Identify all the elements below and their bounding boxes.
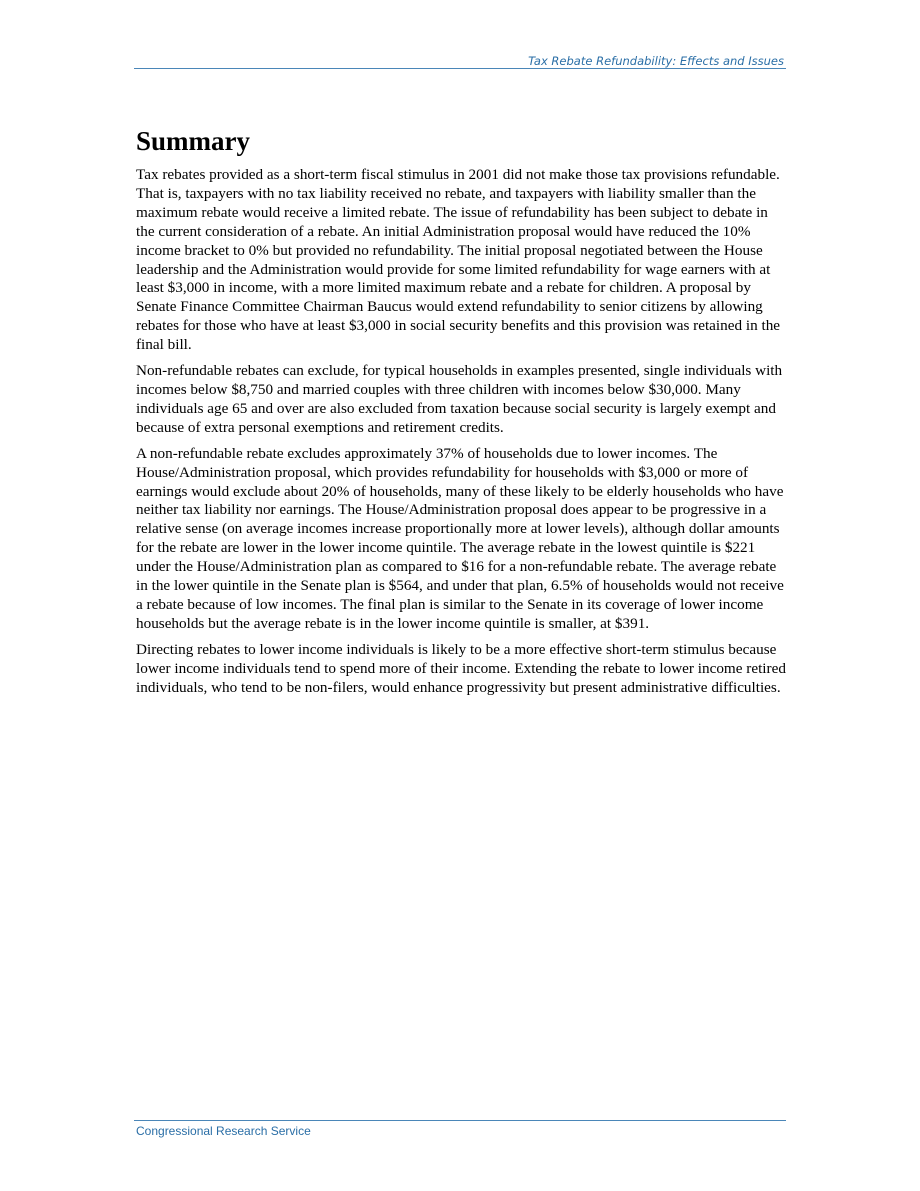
footer-organization: Congressional Research Service xyxy=(136,1124,311,1138)
summary-paragraph-2: Non-refundable rebates can exclude, for typical households in examples presented, single individuals with incomes below $8,750 and married couples with three children with incomes below $30,000. Many individuals age 65 and over are also excluded from taxation because social security is largely exempt and because of extra personal exemptions and retirement credits. xyxy=(136,362,783,436)
summary-paragraph-3: A non-refundable rebate excludes approximately 37% of households due to lower incomes. The House/Administration proposal, which provides refundability for households with $3,000 or more of earnings would exclude about 20% of households, many of these likely to be elderly households who have neither tax liability nor earnings. The House/Administration proposal does appear to be progressive in a relative sense (on average incomes increase proportionally more at lower levels), although dollar amounts for the rebate are lower in the lower income quintile. The average rebate in the lowest quintile is $221 under the House/Administration plan as compared to $16 for a non-refundable rebate. The average rebate in the lower quintile in the Senate plan is $564, and under that plan, 6.5% of households would not receive a rebate because of low incomes. The final plan is similar to the Senate in its coverage of lower income households but the average rebate is in the lower income quintile is smaller, at $391. xyxy=(136,444,784,632)
summary-paragraph-1: Tax rebates provided as a short-term fiscal stimulus in 2001 did not make those tax provisions refundable. That is, taxpayers with no tax liability received no rebate, and taxpayers with liability smaller than the maximum rebate would receive a limited rebate. The issue of refundability has been subject to debate in the current consideration of a rebate. An initial Administration proposal would have reduced the 10% income bracket to 0% but provided no refundability. The initial proposal negotiated between the House leadership and the Administration would provide for some limited refundability for wage earners with at least $3,000 in income, with a more limited maximum rebate and a rebate for children. A proposal by Senate Finance Committee Chairman Baucus would extend refundability to senior citizens by allowing rebates for those who have at least $3,000 in social security benefits and this provision was retained in the final bill. xyxy=(136,166,781,354)
section-heading: Summary xyxy=(136,126,250,156)
running-header xyxy=(134,54,786,69)
running-footer xyxy=(134,1120,786,1138)
document-body xyxy=(136,124,788,704)
running-header-title: Tax Rebate Refundability: Effects and Issues xyxy=(528,54,784,68)
summary-paragraph-4: Directing rebates to lower income individuals is likely to be a more effective short-term stimulus because lower income individuals tend to spend more of their income. Extending the rebate to lower income retired individuals, who tend to be non-filers, would enhance progressivity but present administrative difficulties. xyxy=(136,640,786,696)
